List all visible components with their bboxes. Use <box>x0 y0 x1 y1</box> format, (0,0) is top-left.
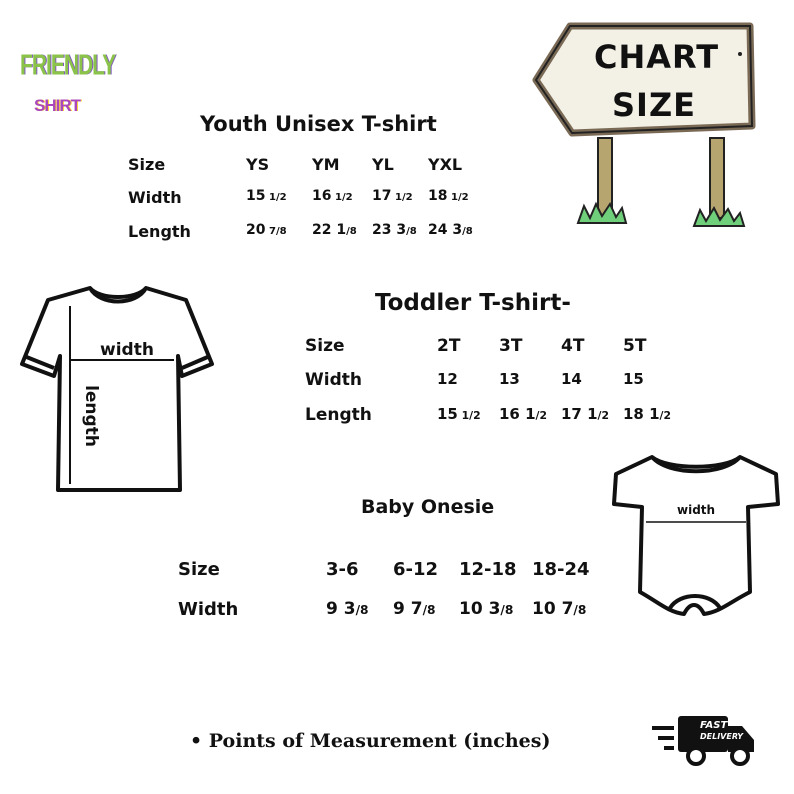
youth-cell-value: 16 <box>312 188 332 204</box>
youth-cell-value: YL <box>372 155 394 174</box>
toddler-cell-value: 3T <box>499 336 523 356</box>
youth-row-label: Length <box>128 222 191 241</box>
truck-line-1: FAST <box>700 720 728 731</box>
youth-cell-value: YS <box>246 155 270 174</box>
toddler-cell <box>561 336 584 356</box>
logo-line-1: FRIENDLY <box>20 50 116 82</box>
youth-cell <box>246 222 287 238</box>
youth-title: Youth Unisex T-shirt <box>200 112 437 136</box>
toddler-cell-value: 2T <box>437 336 461 356</box>
baby-row-label: Size <box>178 559 220 580</box>
toddler-cell-value: 18 1 <box>623 405 660 423</box>
toddler-cell-value: 12 <box>437 370 458 388</box>
brand-logo <box>20 50 115 130</box>
toddler-cell <box>561 370 582 388</box>
youth-cell <box>246 188 287 204</box>
youth-cell-value: 20 <box>246 222 266 238</box>
youth-cell <box>428 222 473 238</box>
baby-cell-value: 9 3 <box>326 599 356 619</box>
baby-cell <box>326 599 369 619</box>
toddler-cell-fraction: /2 <box>597 409 610 422</box>
baby-cell-fraction: /8 <box>500 603 514 617</box>
baby-cell <box>532 559 590 580</box>
youth-cell-fraction: /8 <box>462 226 473 237</box>
baby-cell-fraction: /8 <box>422 603 436 617</box>
onesie-drawing <box>610 452 785 622</box>
toddler-cell-value: 16 1 <box>499 405 536 423</box>
baby-cell-value: 18-24 <box>532 559 590 580</box>
toddler-cell-value: 17 1 <box>561 405 598 423</box>
youth-cell <box>372 222 417 238</box>
youth-cell-value: 24 3 <box>428 222 463 238</box>
youth-cell <box>372 188 413 204</box>
youth-cell <box>312 155 340 174</box>
youth-cell-value: 22 1 <box>312 222 347 238</box>
youth-cell-fraction: /8 <box>406 226 417 237</box>
youth-cell-fraction: 7/8 <box>265 226 287 237</box>
toddler-cell-fraction: /2 <box>535 409 548 422</box>
baby-row-label: Width <box>178 599 239 620</box>
toddler-cell <box>499 405 547 423</box>
toddler-cell <box>623 336 646 356</box>
youth-cell-fraction: /8 <box>346 226 357 237</box>
sign-line-1: CHART <box>594 38 720 76</box>
toddler-cell-value: 5T <box>623 336 647 356</box>
youth-cell <box>372 155 394 174</box>
youth-row-label: Size <box>128 155 166 174</box>
baby-cell-fraction: /8 <box>573 603 587 617</box>
toddler-cell <box>623 405 671 423</box>
youth-cell-value: YM <box>312 155 340 174</box>
youth-cell-value: 23 3 <box>372 222 407 238</box>
logo-line-2: SHIRT <box>34 96 80 115</box>
youth-cell <box>428 188 469 204</box>
toddler-row-label: Length <box>305 405 372 425</box>
youth-cell <box>428 155 462 174</box>
baby-cell-value: 10 7 <box>532 599 574 619</box>
toddler-cell <box>499 336 522 356</box>
youth-cell <box>312 222 357 238</box>
baby-cell-value: 6-12 <box>393 559 439 580</box>
youth-cell-value: 18 <box>428 188 448 204</box>
youth-cell <box>312 188 353 204</box>
measurement-note <box>190 730 550 752</box>
toddler-cell <box>437 370 458 388</box>
toddler-cell <box>437 336 460 356</box>
toddler-cell <box>623 370 644 388</box>
baby-cell <box>393 559 438 580</box>
baby-cell <box>393 599 436 619</box>
toddler-cell <box>499 370 520 388</box>
note-bullet: • <box>190 730 203 752</box>
youth-cell-fraction: 1/2 <box>447 192 469 203</box>
youth-cell <box>246 155 269 174</box>
toddler-cell-fraction: 1/2 <box>457 409 481 422</box>
baby-cell-value: 3-6 <box>326 559 359 580</box>
toddler-cell-value: 13 <box>499 370 520 388</box>
onesie-width-label: width <box>677 503 716 517</box>
youth-cell-value: YXL <box>428 155 463 174</box>
note-text: Points of Measurement (inches) <box>208 730 551 752</box>
youth-cell-fraction: 1/2 <box>331 192 353 203</box>
toddler-cell-value: 4T <box>561 336 585 356</box>
toddler-cell-value: 14 <box>561 370 582 388</box>
tshirt-width-label: width <box>100 340 154 360</box>
baby-title: Baby Onesie <box>361 496 495 518</box>
youth-cell-value: 15 <box>246 188 266 204</box>
tshirt-drawing <box>18 284 218 499</box>
toddler-cell-fraction: /2 <box>659 409 672 422</box>
tshirt-length-label: length <box>80 385 101 447</box>
toddler-cell <box>437 405 481 423</box>
baby-cell-fraction: /8 <box>355 603 369 617</box>
toddler-cell <box>561 405 609 423</box>
baby-cell <box>532 599 586 619</box>
youth-cell-value: 17 <box>372 188 392 204</box>
baby-cell <box>326 559 359 580</box>
baby-cell <box>459 559 517 580</box>
youth-cell-fraction: 1/2 <box>265 192 287 203</box>
toddler-cell-value: 15 <box>623 370 644 388</box>
truck-line-2: DELIVERY <box>700 732 744 741</box>
toddler-title: Toddler T-shirt- <box>375 290 571 316</box>
baby-cell-value: 9 7 <box>393 599 423 619</box>
toddler-row-label: Size <box>305 336 345 356</box>
baby-cell-value: 10 3 <box>459 599 501 619</box>
baby-cell <box>459 599 513 619</box>
toddler-row-label: Width <box>305 370 362 390</box>
toddler-cell-value: 15 <box>437 405 458 423</box>
youth-cell-fraction: 1/2 <box>391 192 413 203</box>
baby-cell-value: 12-18 <box>459 559 517 580</box>
sign-line-2: SIZE <box>612 86 697 124</box>
youth-row-label: Width <box>128 188 182 207</box>
